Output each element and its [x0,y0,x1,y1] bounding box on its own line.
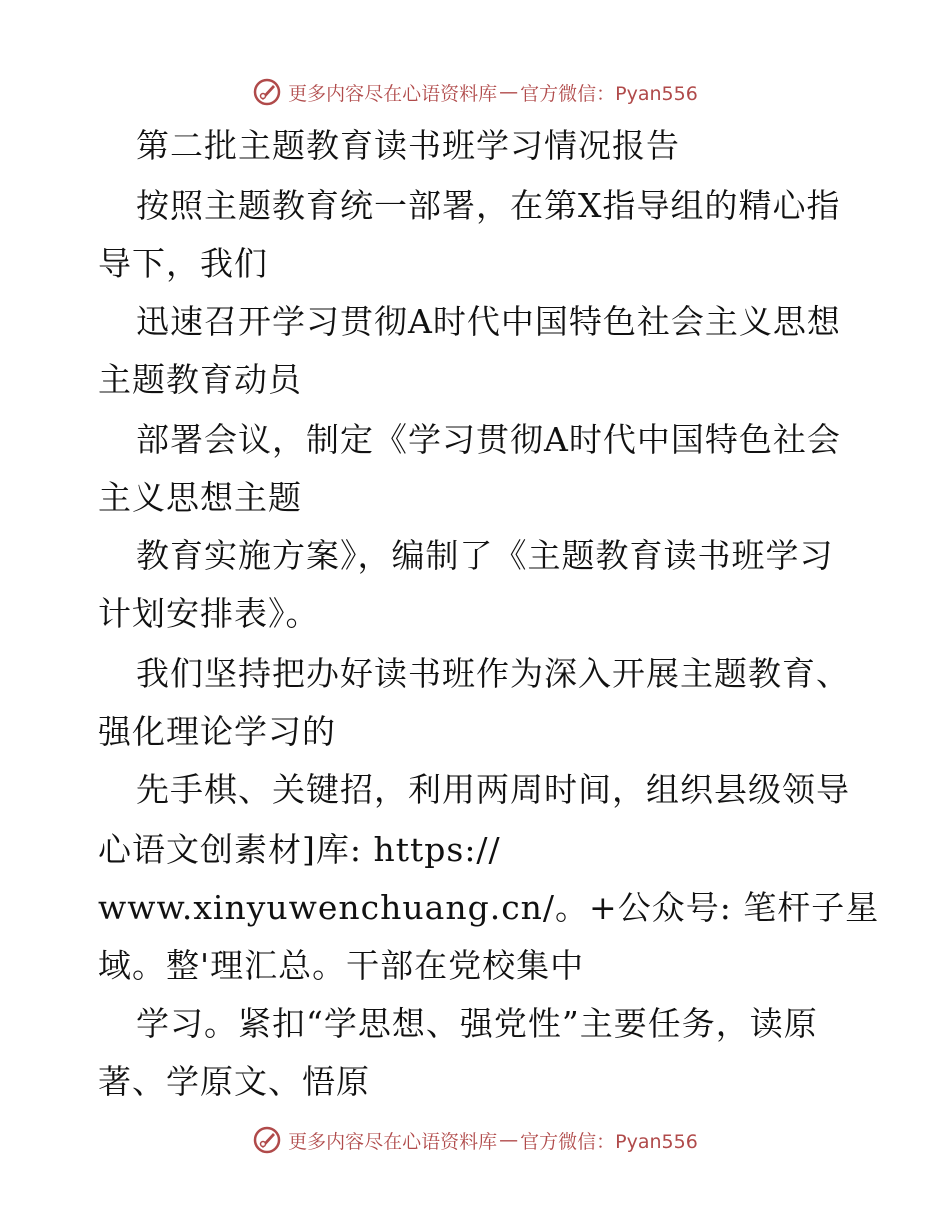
paragraph-line: 迅速召开学习贯彻A时代中国特色社会主义思想 [136,302,841,341]
footer-banner [0,1120,950,1160]
paragraph-line: 主义思想主题 [98,478,302,517]
paragraph-line: 部署会议，制定《学习贯彻A时代中国特色社会 [136,420,841,459]
banner-separator: — [499,1129,519,1151]
banner-separator: — [499,81,519,103]
paragraph-line: 按照主题教育统一部署，在第X指导组的精心指 [136,186,841,225]
paragraph-line: 域。整'理汇总。干部在党校集中 [98,946,585,985]
banner-text: 更多内容尽在心语资料库 [288,82,498,105]
header-banner [0,72,950,112]
paragraph-line: 我们坚持把办好读书班作为深入开展主题教育、 [136,654,850,693]
paragraph-line: 学习。紧扣“学思想、强党性”主要任务，读原 [136,1004,818,1043]
quill-circle-logo-icon [252,1125,282,1155]
banner-text: 更多内容尽在心语资料库 [288,1130,498,1153]
banner-wechat: 官方微信：Pyan556 [520,82,698,105]
paragraph-line: 著、学原文、悟原 [98,1062,370,1101]
paragraph-line: 先手棋、关键招，利用两周时间，组织县级领导 [136,770,850,809]
paragraph-line: 导下，我们 [98,244,268,283]
paragraph-line: 强化理论学习的 [98,712,336,751]
paragraph-line: 计划安排表》。 [98,594,320,633]
document-title: 第二批主题教育读书班学习情况报告 [136,126,680,165]
paragraph-line: 心语文创素材]库: https:// [98,830,501,869]
paragraph-line: 教育实施方案》，编制了《主题教育读书班学习 [136,536,834,575]
paragraph-line: 主题教育动员 [98,360,302,399]
quill-circle-logo-icon [252,77,282,107]
banner-wechat: 官方微信：Pyan556 [520,1130,698,1153]
paragraph-line: www.xinyuwenchuang.cn/。+公众号: 笔杆子星 [98,888,880,927]
